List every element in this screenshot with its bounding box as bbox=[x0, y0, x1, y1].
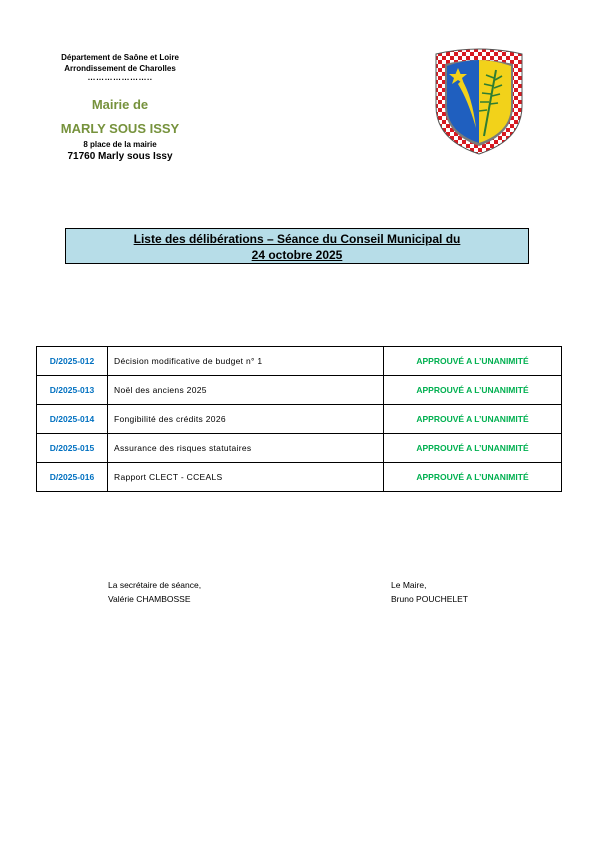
title-line-2: 24 octobre 2025 bbox=[251, 248, 343, 262]
mayor-signature bbox=[391, 578, 468, 606]
deliberation-result: APPROUVÉ A L’UNANIMITÉ bbox=[384, 405, 562, 434]
deliberation-number: D/2025-012 bbox=[37, 347, 108, 376]
deliberation-number: D/2025-013 bbox=[37, 376, 108, 405]
table-row bbox=[37, 405, 562, 434]
deliberations-table bbox=[36, 346, 562, 492]
deliberation-result: APPROUVÉ A L’UNANIMITÉ bbox=[384, 347, 562, 376]
deliberation-number: D/2025-014 bbox=[37, 405, 108, 434]
coat-of-arms-icon bbox=[434, 48, 524, 156]
arrondissement-text: Arrondissement de Charolles bbox=[64, 64, 176, 73]
header-separator: ………………….. bbox=[87, 73, 153, 82]
secretary-role: La secrétaire de séance, bbox=[108, 580, 202, 590]
secretary-name: Valérie CHAMBOSSE bbox=[108, 594, 191, 604]
deliberation-result: APPROUVÉ A L’UNANIMITÉ bbox=[384, 434, 562, 463]
deliberation-object: Noël des anciens 2025 bbox=[108, 376, 384, 405]
table-row bbox=[37, 376, 562, 405]
table-row bbox=[37, 434, 562, 463]
deliberation-number: D/2025-016 bbox=[37, 463, 108, 492]
table-row bbox=[37, 463, 562, 492]
deliberation-result: APPROUVÉ A L’UNANIMITÉ bbox=[384, 463, 562, 492]
address-text: 8 place de la mairie bbox=[83, 140, 157, 149]
mayor-name: Bruno POUCHELET bbox=[391, 594, 468, 604]
deliberation-number: D/2025-015 bbox=[37, 434, 108, 463]
page-title bbox=[65, 228, 529, 264]
mairie-label: Mairie de bbox=[91, 97, 149, 112]
mayor-role: Le Maire, bbox=[391, 580, 427, 590]
deliberation-object: Décision modificative de budget n° 1 bbox=[108, 347, 384, 376]
deliberation-object: Assurance des risques statutaires bbox=[108, 434, 384, 463]
postal-city-text: 71760 Marly sous Issy bbox=[67, 151, 173, 162]
deliberation-object: Fongibilité des crédits 2026 bbox=[108, 405, 384, 434]
deliberation-object: Rapport CLECT - CCEALS bbox=[108, 463, 384, 492]
commune-name: MARLY SOUS ISSY bbox=[60, 121, 180, 136]
secretary-signature bbox=[108, 578, 201, 606]
deliberation-result: APPROUVÉ A L’UNANIMITÉ bbox=[384, 376, 562, 405]
department-text: Département de Saône et Loire bbox=[61, 53, 179, 62]
table-row bbox=[37, 347, 562, 376]
title-line-1: Liste des délibérations – Séance du Conseil Municipal du bbox=[133, 232, 461, 246]
mairie-header bbox=[40, 52, 200, 163]
